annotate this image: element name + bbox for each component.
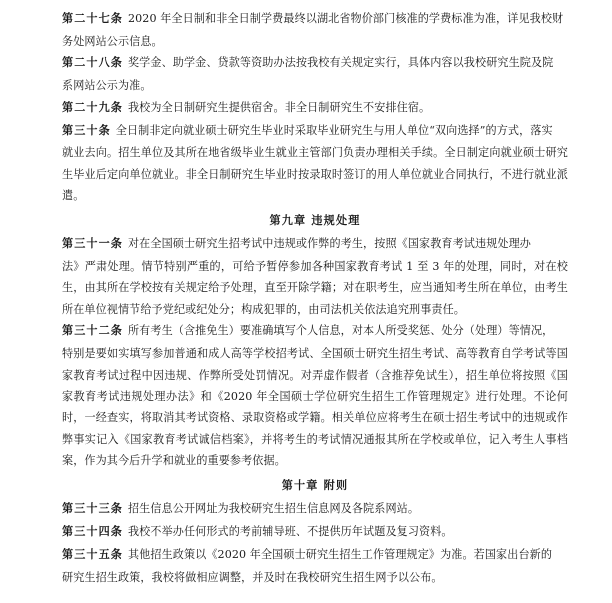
article-234-label: 第三十四条 (62, 524, 123, 538)
article-231-label: 第三十一条 (62, 237, 123, 251)
article-232-cont: 特别是要如实填写参加普通和成人高等学校招考试、全国硕士研究生招生考试、高等教育自学考试等国家教育考试过程中因违规、作弊所受处罚情况。对弄虚作假者（含推荐免试生），招生单位将按照《国家教育考试违规处理办法》和《2020 年全国硕士学位研究生招生工作管理规定》进行处理。不论何时，一经查实，将取消其考试资格、录取资格或学籍。相关单位应将考生在硕士招生考试中的违规或作弊事实记入《国家教育考试诚信档案》，并将考生的考试情况通报其所在学校或单位，记入考生人事档案，作为其今后升学和就业的重要参考依据。 (62, 347, 568, 468)
article-231 (62, 233, 568, 254)
article-228-text: 奖学金、助学金、贷款等资助办法按我校有关规定实行，具体内容以我校研究生院及院 (127, 56, 554, 70)
article-233-label: 第三十三条 (62, 501, 123, 515)
article-233 (62, 498, 568, 519)
article-228-cont: 系网站公示为准。 (62, 79, 152, 93)
article-235 (62, 544, 568, 565)
article-235-cont: 研究生招生政策，我校将做相应调整，并及时在我校研究生招生网予以公布。 (62, 570, 443, 584)
article-230-cont: 就业去向。招生单位及其所在地省级毕业生就业主管部门负责办理相关手续。全日制定向就业硕士研究生毕业后定向单位就业。非全日制研究生毕业时按录取时签订的用人单位就业合同执行，不进行就业派遣。 (62, 146, 568, 203)
article-230 (62, 120, 568, 141)
article-234 (62, 521, 568, 542)
article-231-text: 对在全国硕士研究生招考试中违规或作弊的考生，按照《国家教育考试违规处理办 (127, 237, 531, 251)
article-227-text: 2020 年全日制和非全日制学费最终以湖北省物价部门核准的学费标准为准，详见我校财 (127, 12, 564, 25)
article-235-text: 其他招生政策以《2020 年全国硕士研究生招生工作管理规定》为准。若国家出台新的 (127, 547, 553, 561)
chapter-9-heading: 第九章 违规处理 (269, 213, 361, 227)
article-234-text: 我校不举办任何形式的考前辅导班、不提供历年试题及复习资料。 (127, 524, 453, 538)
article-232-label: 第三十二条 (62, 324, 123, 338)
article-232-text: 所有考生（含推免生）要准确填写个人信息，对本人所受奖惩、处分（处理）等情况， (127, 324, 554, 338)
article-228 (62, 52, 568, 73)
document-body (62, 8, 568, 588)
article-227 (62, 8, 568, 29)
article-231-cont: 法》严肃处理。情节特别严重的，可给予暂停参加各种国家教育考试 1 至 3 年的处理，同时，对在校生，由其所在学校按有关规定给予处理，直至开除学籍；对在职考生，应当通知考生所在单位，由考生所在单位视情节给予党纪或纪处分；构成犯罪的，由司法机关依法追究刑事责任。 (62, 259, 568, 316)
article-230-label: 第三十条 (62, 123, 111, 137)
article-233-text: 招生信息公开网址为我校研究生招生信息网及各院系网站。 (127, 501, 420, 515)
article-235-label: 第三十五条 (62, 547, 123, 561)
chapter-10-heading: 第十章 附则 (281, 478, 349, 492)
article-232 (62, 320, 568, 341)
article-229 (62, 97, 568, 118)
article-230-text: 全日制非定向就业硕士研究生毕业时采取毕业研究生与用人单位“双向选择”的方式，落实 (115, 123, 553, 137)
article-229-label: 第二十九条 (62, 100, 123, 114)
article-229-text: 我校为全日制研究生提供宿舍。非全日制研究生不安排住宿。 (127, 100, 431, 114)
article-227-cont: 务处网站公示信息。 (62, 34, 163, 48)
article-228-label: 第二十八条 (62, 56, 123, 70)
article-227-label: 第二十七条 (62, 12, 123, 25)
